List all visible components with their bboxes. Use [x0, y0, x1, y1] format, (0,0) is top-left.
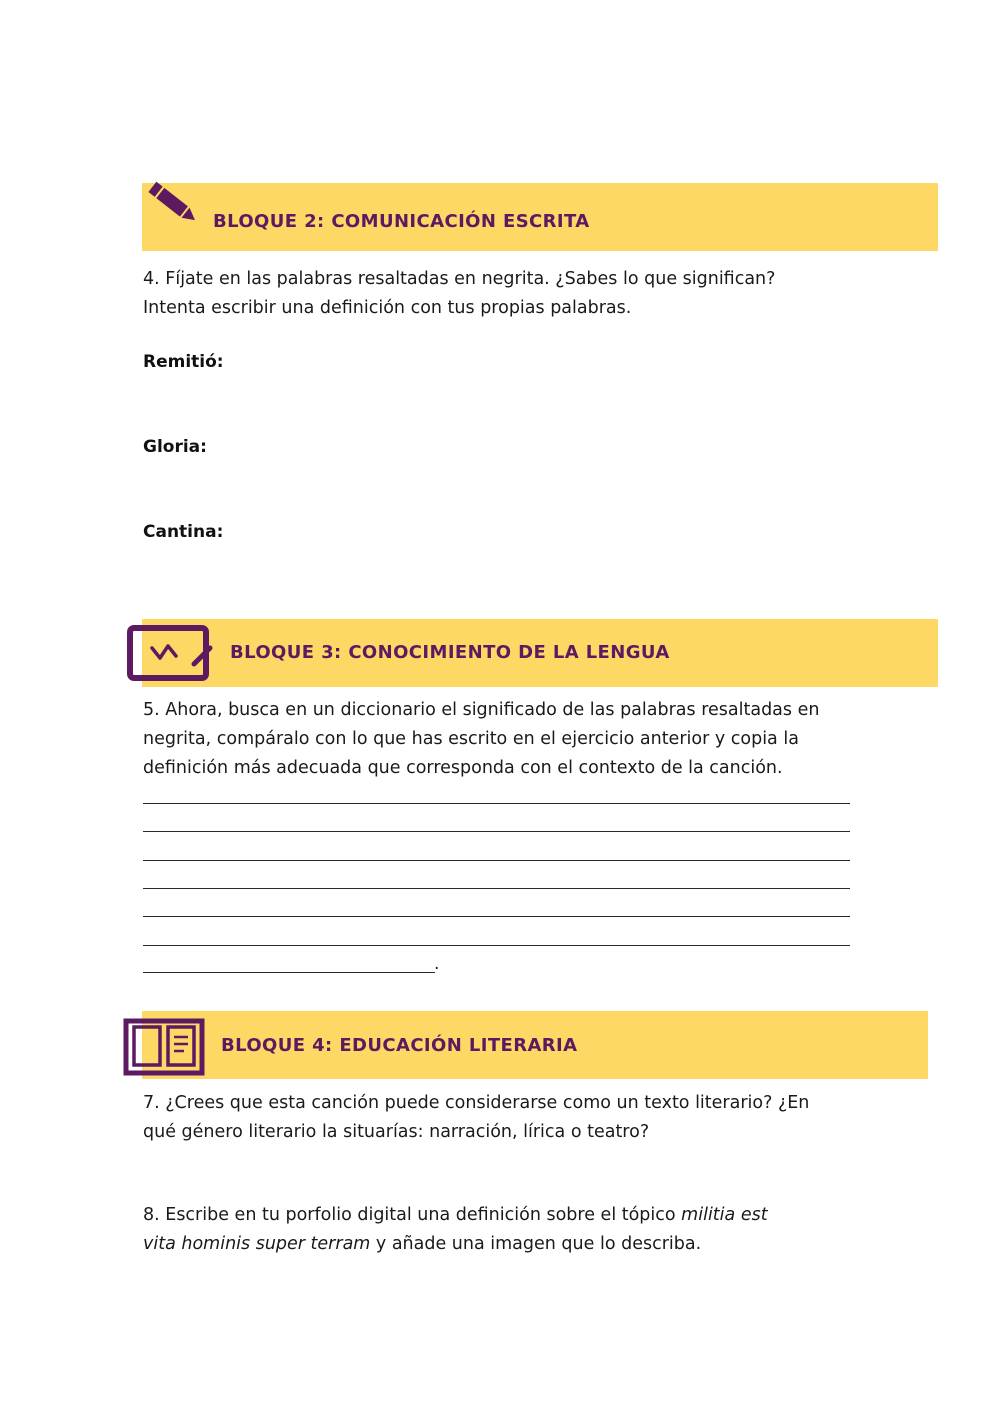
question-5-line: definición más adecuada que corresponda con el contexto de la canción.	[143, 758, 783, 778]
question-7-line: qué género literario la situarías: narración, lírica o teatro?	[143, 1122, 650, 1142]
block2-title: BLOQUE 2: COMUNICACIÓN ESCRITA	[213, 211, 590, 232]
question-7-line: 7. ¿Crees que esta canción puede considerarse como un texto literario? ¿En	[143, 1093, 810, 1113]
answer-end-period: .	[434, 954, 440, 974]
answer-line[interactable]	[143, 860, 850, 861]
question-5-line: 5. Ahora, busca en un diccionario el significado de las palabras resaltadas en	[143, 700, 820, 720]
question-8-line	[143, 1201, 768, 1230]
question-4-line: 4. Fíjate en las palabras resaltadas en negrita. ¿Sabes lo que significan?	[143, 269, 776, 289]
book-icon	[122, 1017, 206, 1079]
block4-title: BLOQUE 4: EDUCACIÓN LITERARIA	[221, 1035, 578, 1056]
term-gloria: Gloria:	[143, 437, 207, 457]
answer-line[interactable]	[143, 916, 850, 917]
question-5-line: negrita, compáralo con lo que has escrito en el ejercicio anterior y copia la	[143, 729, 799, 749]
question-5	[143, 696, 819, 783]
question-8-text: y añade una imagen que lo describa.	[370, 1234, 702, 1254]
answer-line[interactable]	[143, 972, 435, 973]
pencil-icon	[143, 178, 203, 230]
question-8-latin: vita hominis super terram	[143, 1234, 371, 1254]
answer-line[interactable]	[143, 831, 850, 832]
question-7	[143, 1089, 809, 1147]
answer-line[interactable]	[143, 945, 850, 946]
answer-line[interactable]	[143, 888, 850, 889]
question-8	[143, 1201, 768, 1259]
question-8-line	[143, 1230, 768, 1259]
term-cantina: Cantina:	[143, 522, 224, 542]
block3-title: BLOQUE 3: CONOCIMIENTO DE LA LENGUA	[230, 642, 670, 663]
question-4	[143, 265, 775, 323]
term-remitio: Remitió:	[143, 352, 224, 372]
question-4-line: Intenta escribir una definición con tus propias palabras.	[143, 298, 632, 318]
whiteboard-icon	[126, 624, 214, 684]
question-8-text: 8. Escribe en tu porfolio digital una definición sobre el tópico	[143, 1205, 682, 1225]
question-8-latin: militia est	[681, 1205, 768, 1225]
answer-line[interactable]	[143, 803, 850, 804]
